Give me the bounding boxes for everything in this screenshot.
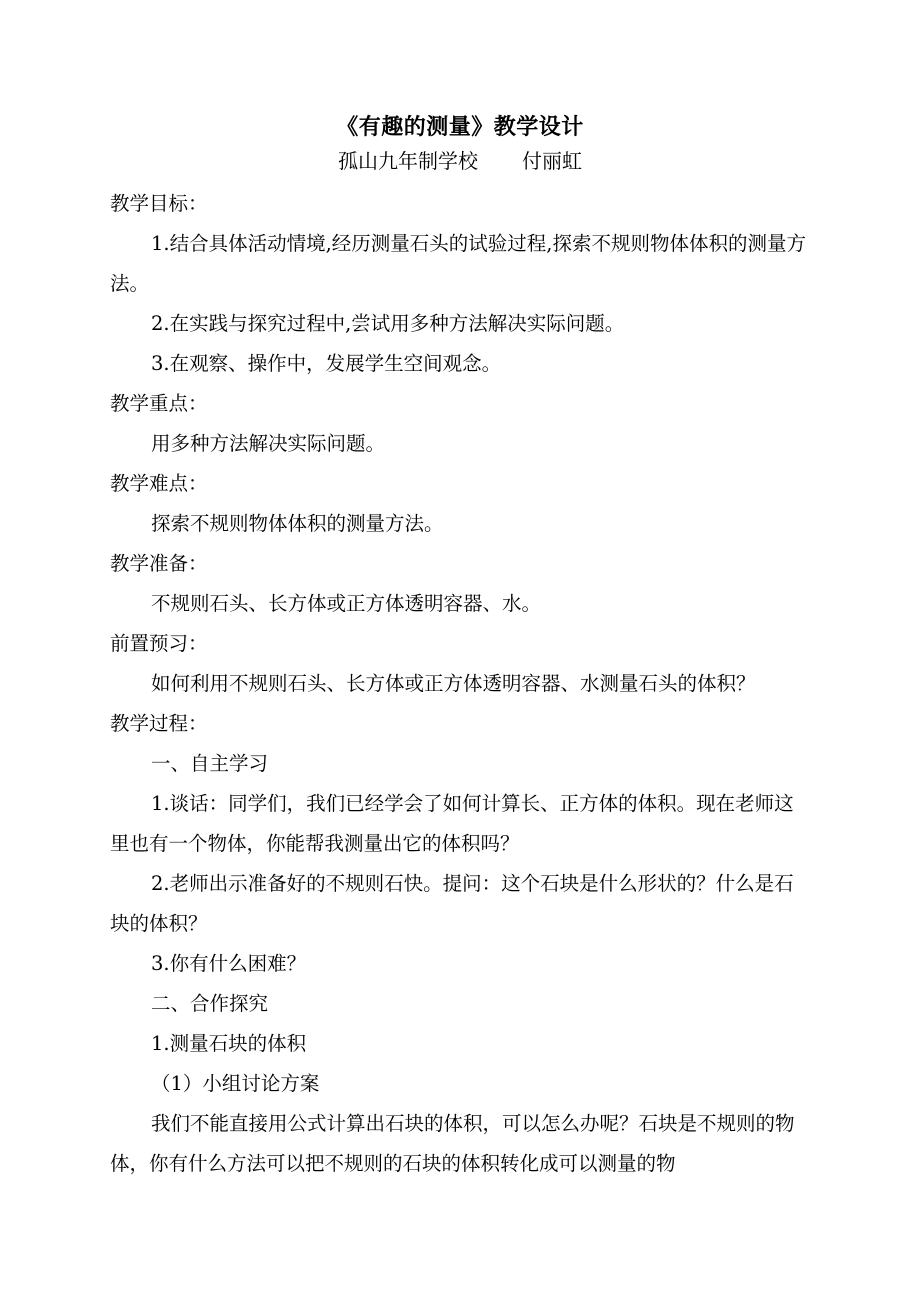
key-points-heading: 教学重点： [110, 392, 208, 415]
objective-item: 2.在实践与探究过程中,尝试用多种方法解决实际问题。 [151, 312, 625, 335]
part1-heading: 一、自主学习 [151, 752, 269, 775]
document-title: 《有趣的测量》教学设计 [336, 115, 584, 140]
part2-heading: 二、合作探究 [151, 992, 269, 1015]
process-heading: 教学过程： [110, 712, 208, 735]
part1-item: 3.你有什么困难？ [151, 952, 307, 975]
difficulties-text: 探索不规则物体体积的测量方法。 [151, 512, 444, 535]
part2-paragraph: 我们不能直接用公式计算出石块的体积，可以怎么办呢？石块是不规则的物体，你有什么方法可以把不规则的石块的体积转化成可以测量的物 [110, 1112, 795, 1175]
objective-item: 3.在观察、操作中，发展学生空间观念。 [151, 352, 502, 375]
part2-item: 1.测量石块的体积 [151, 1032, 307, 1055]
preview-heading: 前置预习： [110, 632, 208, 655]
part1-item: 2.老师出示准备好的不规则石快。提问：这个石块是什么形状的？什么是石块的体积？ [110, 872, 794, 935]
objectives-heading: 教学目标： [110, 192, 208, 215]
document-body [110, 184, 812, 1184]
preparation-heading: 教学准备： [110, 552, 208, 575]
difficulties-heading: 教学难点： [110, 472, 208, 495]
key-points-text: 用多种方法解决实际问题。 [151, 432, 386, 455]
objective-item: 1.结合具体活动情境,经历测量石头的试验过程,探索不规则物体体积的测量方法。 [110, 232, 807, 295]
part1-item: 1.谈话：同学们，我们已经学会了如何计算长、正方体的体积。现在老师这里也有一个物体，你能帮我测量出它的体积吗？ [110, 792, 794, 855]
preview-text: 如何利用不规则石头、长方体或正方体透明容器、水测量石头的体积？ [151, 672, 756, 695]
author-name: 付丽虹 [522, 149, 582, 173]
school-name: 孤山九年制学校 [338, 149, 478, 173]
document-byline [0, 146, 920, 176]
preparation-text: 不规则石头、长方体或正方体透明容器、水。 [151, 592, 542, 615]
part2-subitem: （1）小组讨论方案 [151, 1072, 320, 1095]
